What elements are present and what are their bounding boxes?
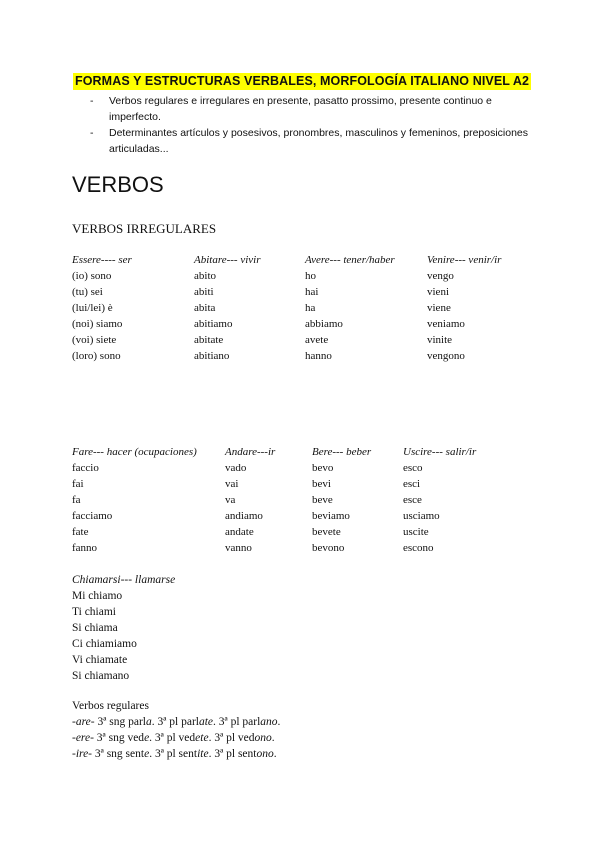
conjugation-cell: abitiamo	[194, 318, 233, 330]
suffix-label: -are-	[72, 716, 95, 728]
regular-verbs-section	[72, 698, 280, 762]
conjugation-line: Si chiamano	[72, 670, 130, 682]
conjugation-cell: esco	[403, 462, 423, 474]
verb-column-abitare	[194, 252, 260, 364]
conjugation-line: Ci chiamiamo	[72, 638, 137, 650]
form-ending: ate	[198, 716, 214, 728]
document-title: FORMAS Y ESTRUCTURAS VERBALES, MORFOLOGÍA ITALIANO NIVEL A2	[75, 74, 530, 88]
conjugation-cell: andiamo	[225, 510, 263, 522]
conjugation-cell: (io) sono	[72, 270, 112, 282]
form-text: 3ª sng sent	[92, 748, 145, 760]
conjugation-cell: hai	[305, 286, 319, 298]
conjugation-cell: abita	[194, 302, 216, 314]
conjugation-line: Ti chiami	[72, 606, 116, 618]
conjugation-cell: abbiamo	[305, 318, 343, 330]
form-ending: ete	[195, 732, 209, 744]
form-text: . 3ª pl ved	[208, 732, 255, 744]
regular-verb-line-ere	[72, 730, 280, 746]
column-header: Bere--- beber	[312, 446, 372, 458]
section-heading: VERBOS	[72, 172, 164, 197]
column-header: Venire--- venir/ir	[427, 254, 502, 266]
column-header: Abitare--- vivir	[194, 254, 261, 266]
regular-verbs-title: Verbos regulares	[72, 700, 149, 712]
conjugation-cell: va	[225, 494, 236, 506]
form-ending: ono	[256, 748, 274, 760]
column-header: Andare---ir	[225, 446, 276, 458]
verb-column-essere	[72, 252, 132, 364]
suffix-label: -ire-	[72, 748, 93, 760]
conjugation-cell: vai	[225, 478, 239, 490]
section-subheading: VERBOS IRREGULARES	[72, 221, 217, 236]
conjugation-cell: viene	[427, 302, 451, 314]
conjugation-cell: avete	[305, 334, 329, 346]
column-header: Essere---- ser	[72, 254, 132, 266]
conjugation-cell: esce	[403, 494, 422, 506]
conjugation-cell: vengo	[427, 270, 454, 282]
conjugation-cell: uscite	[403, 526, 429, 538]
conjugation-cell: bevono	[312, 542, 345, 554]
verb-column-fare	[72, 444, 197, 556]
verb-column-avere	[305, 252, 395, 364]
form-text: . 3ª pl sent	[208, 748, 257, 760]
chiamarsi-conjugation	[72, 572, 175, 684]
conjugation-cell: (tu) sei	[72, 286, 103, 298]
conjugation-cell: abito	[194, 270, 216, 282]
conjugation-cell: vinite	[427, 334, 453, 346]
conjugation-cell: bevo	[312, 462, 334, 474]
conjugation-cell: beve	[312, 494, 333, 506]
conjugation-cell: hanno	[305, 350, 332, 362]
conjugation-cell: usciamo	[403, 510, 440, 522]
form-text: . 3ª pl sent	[149, 748, 198, 760]
column-header: Uscire--- salir/ir	[403, 446, 477, 458]
conjugation-cell: beviamo	[312, 510, 350, 522]
conjugation-cell: fanno	[72, 542, 98, 554]
conjugation-cell: faccio	[72, 462, 99, 474]
conjugation-cell: fate	[72, 526, 89, 538]
verb-column-andare	[225, 444, 275, 556]
conjugation-cell: (voi) siete	[72, 334, 117, 346]
conjugation-line: Vi chiamate	[72, 654, 128, 666]
form-ending: ono	[254, 732, 272, 744]
regular-verb-line-ire	[72, 746, 280, 762]
conjugation-line: Mi chiamo	[72, 590, 123, 602]
conjugation-cell: (lui/lei) è	[72, 302, 113, 314]
conjugation-cell: vieni	[427, 286, 449, 298]
conjugation-cell: ha	[305, 302, 316, 314]
column-header: Fare--- hacer (ocupaciones)	[72, 446, 197, 458]
irregular-verbs-table-1	[72, 252, 532, 364]
form-ending: e	[144, 748, 150, 760]
chiamarsi-header: Chiamarsi--- llamarse	[72, 574, 176, 586]
column-header: Avere--- tener/haber	[305, 254, 395, 266]
conjugation-cell: vanno	[225, 542, 252, 554]
form-text: .	[273, 748, 277, 760]
form-text: .	[277, 716, 281, 728]
verb-column-venire	[427, 252, 501, 364]
conjugation-cell: bevi	[312, 478, 331, 490]
verb-column-uscire	[403, 444, 476, 556]
conjugation-cell: ho	[305, 270, 316, 282]
form-ending: ano	[260, 716, 278, 728]
form-ending: e	[144, 732, 150, 744]
conjugation-cell: veniamo	[427, 318, 465, 330]
conjugation-cell: vado	[225, 462, 247, 474]
conjugation-cell: abitate	[194, 334, 224, 346]
form-text: 3ª sng parl	[94, 716, 146, 728]
form-ending: a	[145, 716, 152, 728]
verb-column-bere	[312, 444, 371, 556]
form-text: .	[271, 732, 275, 744]
bullet-item: - Determinantes artículos y posesivos, pronombres, masculinos y femeninos, preposiciones articuladas...	[90, 126, 530, 157]
conjugation-cell: andate	[225, 526, 254, 538]
conjugation-cell: abitiano	[194, 350, 230, 362]
conjugation-cell: fa	[72, 494, 81, 506]
form-text: . 3ª pl parl	[213, 716, 261, 728]
conjugation-cell: (loro) sono	[72, 350, 121, 362]
suffix-label: -ere-	[72, 732, 94, 744]
conjugation-cell: (noi) siamo	[72, 318, 123, 330]
form-text: 3ª sng ved	[93, 732, 145, 744]
conjugation-cell: bevete	[312, 526, 341, 538]
form-ending: ite	[197, 748, 209, 760]
conjugation-cell: facciamo	[72, 510, 113, 522]
conjugation-cell: vengono	[427, 350, 465, 362]
intro-bullet-list	[90, 94, 530, 158]
conjugation-cell: fai	[72, 478, 84, 490]
irregular-verbs-table-2	[72, 444, 532, 556]
conjugation-cell: escono	[403, 542, 434, 554]
conjugation-cell: abiti	[194, 286, 214, 298]
conjugation-cell: esci	[403, 478, 421, 490]
bullet-item: - Verbos regulares e irregulares en presente, pasatto prossimo, presente continuo e imperfecto.	[90, 94, 530, 125]
form-text: . 3ª pl parl	[151, 716, 199, 728]
regular-verb-line-are	[72, 714, 280, 730]
form-text: . 3ª pl ved	[149, 732, 196, 744]
conjugation-line: Si chiama	[72, 622, 118, 634]
